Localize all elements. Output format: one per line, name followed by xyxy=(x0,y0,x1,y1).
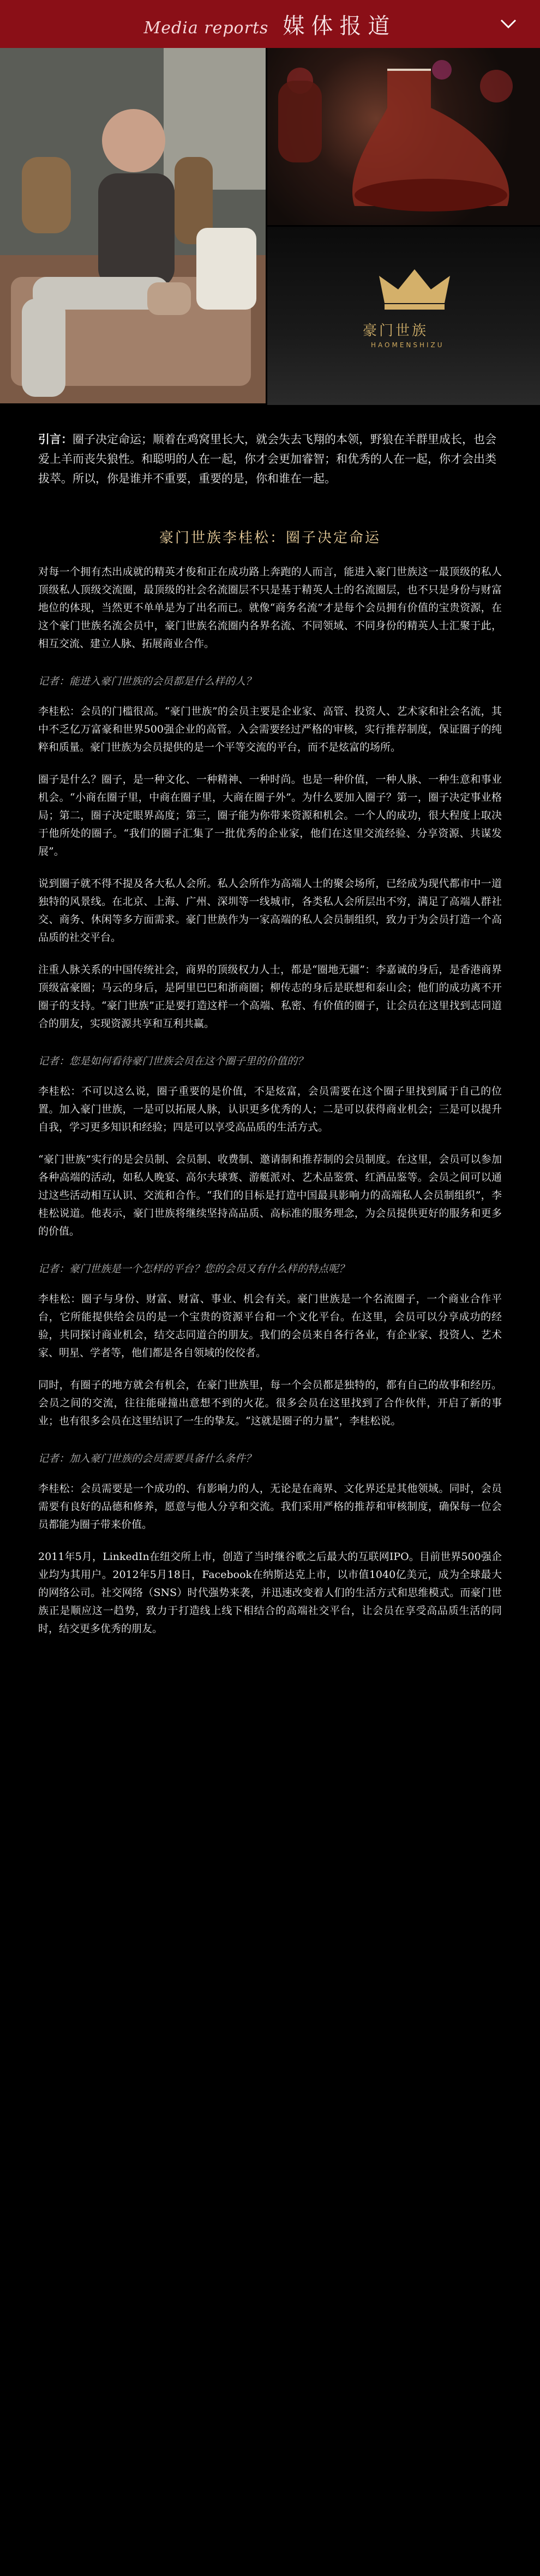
portrait-photo xyxy=(0,48,266,403)
interview-answer: 李桂松：会员需要是一个成功的、有影响力的人，无论是在商界、文化界还是其他领域。同时，会员需要有良好的品德和修养，愿意与他人分享和交流。我们采用严格的推荐和审核制度，确保每一位会员都能为圈子带来价值。 xyxy=(38,1483,502,1531)
menu-toggle-button[interactable] xyxy=(499,14,518,34)
page-header xyxy=(0,0,540,48)
portrait-illustration xyxy=(0,48,266,403)
interview-question: 记者：豪门世族是一个怎样的平台？您的会员又有什么样的特点呢？ xyxy=(38,1263,350,1275)
section-title: 豪门世族李桂松：圈子决定命运 xyxy=(159,530,381,546)
store-front-photo xyxy=(267,227,540,405)
article-paragraph: 对每一个拥有杰出成就的精英才俊和正在成功路上奔跑的人而言，能进入豪门世族这一最顶级的私人顶级私人顶级交流圈，最顶级的社会名流圈层不只是基于精英人士的名流圈层，也不只是身份与财富地位的体现，当然更不单单是为了出名而已。就像“商务名流”才是每个会员拥有价值的宝贵资源，在这个豪门世族名流会员中，豪门世族名流圈内各界名流、不同领域、不同身份的精英人士汇聚于此，相互交流、建立人脉、拓展商业合作。 xyxy=(38,566,502,650)
photo-column xyxy=(267,48,540,405)
article-paragraph: 同时，有圈子的地方就会有机会，在豪门世族里，每一个会员都是独特的，都有自己的故事和经历。会员之间的交流，往往能碰撞出意想不到的火花。很多会员在这里找到了合作伙伴，开启了新的事业；也有很多会员在这里结识了一生的挚友。“这就是圈子的力量”，李桂松说。 xyxy=(38,1379,502,1427)
interview-answer: 李桂松：会员的门槛很高。“豪门世族”的会员主要是企业家、高管、投资人、艺术家和社会名流，其中不乏亿万富豪和世界500强企业的高管。入会需要经过严格的审核，实行推荐制度，保证圈子的纯粹和质量。豪门世族为会员提供的是一个平等交流的平台，而不是炫富的场所。 xyxy=(38,705,502,753)
header-title-cn: 媒体报道 xyxy=(283,13,397,39)
article-paragraph: 说到圈子就不得不提及各大私人会所。私人会所作为高端人士的聚会场所，已经成为现代都市中一道独特的风景线。在北京、上海、广州、深圳等一线城市，各类私人会所层出不穷，满足了高端人群社交、商务、休闲等多方面需求。豪门世族作为一家高端的私人会员制组织，致力于为会员打造一个高品质的社交平台。 xyxy=(38,878,502,944)
store-subtitle: HAOMENSHIZU xyxy=(371,341,445,349)
interview-question: 记者：您是如何看待豪门世族会员在这个圈子里的价值的？ xyxy=(38,1055,308,1067)
intro-label: 引言： xyxy=(38,432,73,446)
wine-decanter-illustration xyxy=(267,48,540,225)
article-paragraph: 注重人脉关系的中国传统社会，商界的顶级权力人士，都是“圈地无疆”：李嘉诚的身后，是香港商界顶级富豪圈；马云的身后，是阿里巴巴和浙商圈；柳传志的身后是联想和泰山会；他们的成功离不开圈子的支持。“豪门世族”正是要打造这样一个高端、私密、有价值的圈子，让会员在这里找到志同道合的朋友，实现资源共享和互利共赢。 xyxy=(38,964,502,1030)
intro-text: 圈子决定命运；顺着在鸡窝里长大，就会失去飞翔的本领，野狼在羊群里成长，也会爱上羊而丧失狼性。和聪明的人在一起，你才会更加睿智；和优秀的人在一起，你才会出类拔萃。所以，你是谁并不重要，重要的是，你和谁在一起。 xyxy=(38,433,496,485)
article-paragraph: “豪门世族”实行的是会员制、会员制、收费制、邀请制和推荐制的会员制度。在这里，会员可以参加各种高端的活动，如私人晚宴、高尔夫球赛、游艇派对、艺术品鉴赏、红酒品鉴等。会员之间可以通过这些活动相互认识、交流和合作。“我们的目标是打造中国最具影响力的高端私人会员制组织”，李桂松说道。他表示，豪门世族将继续坚持高品质、高标准的服务理念，为会员提供更好的服务和更多的价值。 xyxy=(38,1153,502,1237)
interview-answer: 李桂松：不可以这么说，圈子重要的是价值，不是炫富，会员需要在这个圈子里找到属于自己的位置。加入豪门世族，一是可以拓展人脉，认识更多优秀的人；二是可以获得商业机会；三是可以提升自我，学习更多知识和经验；四是可以享受高品质的生活方式。 xyxy=(38,1085,502,1133)
photo-gallery xyxy=(0,48,540,403)
intro-block xyxy=(0,403,540,505)
header-title xyxy=(144,9,397,40)
store-name: 豪门世族 xyxy=(363,323,429,339)
wine-decanter-photo xyxy=(267,48,540,225)
article-paragraph: 圈子是什么？圈子，是一种文化、一种精神、一种时尚。也是一种价值，一种人脉、一种生意和事业机会。“小商在圈子里，中商在圈子里，大商在圈子外”。为什么要加入圈子？第一，圈子决定事业格局；第二，圈子决定眼界高度；第三，圈子能为你带来资源和机会。一个人的成功，很大程度上取决于他所处的圈子。“我们的圈子汇集了一批优秀的企业家，他们在这里交流经验、分享资源、共谋发展”。 xyxy=(38,773,502,857)
chevron-down-icon xyxy=(500,19,517,29)
header-title-en: Media reports xyxy=(143,18,269,38)
crown-logo-icon xyxy=(374,265,455,314)
interview-question: 记者：加入豪门世族的会员需要具备什么条件？ xyxy=(38,1453,256,1465)
article-paragraph: 2011年5月，LinkedIn在纽交所上市，创造了当时继谷歌之后最大的互联网IPO。目前世界500强企业均为其用户。2012年5月18日，Facebook在纳斯达克上市，以市值1040亿美元，成为全球最大的网络公司。社交网络（SNS）时代强势来袭，并迅速改变着人们的生活方式和思维模式。而豪门世族正是顺应这一趋势，致力于打造线上线下相结合的高端社交平台，让会员在享受高品质生活的同时，结交更多优秀的朋友。 xyxy=(38,1551,502,1635)
interview-answer: 李桂松：圈子与身份、财富、财富、事业、机会有关。豪门世族是一个名流圈子，一个商业合作平台，它所能提供给会员的是一个宝贵的资源平台和一个文化平台。在这里，会员可以分享成功的经验，共同探讨商业机会，结交志同道合的朋友。我们的会员来自各行各业，有企业家、投资人、艺术家、明星、学者等，他们都是各自领域的佼佼者。 xyxy=(38,1293,502,1359)
interview-question: 记者：能进入豪门世族的会员都是什么样的人？ xyxy=(38,675,256,687)
